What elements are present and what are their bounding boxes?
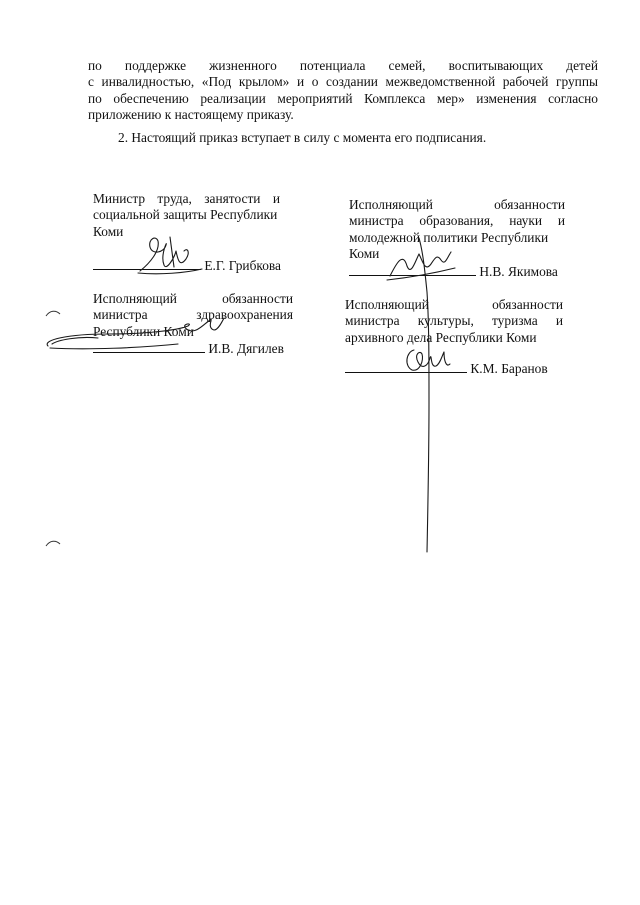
- paragraph-line-4: приложению к настоящему приказу.: [88, 107, 294, 122]
- signatory-health-position: [93, 291, 293, 340]
- signatory-name: Н.В. Якимова: [479, 264, 558, 279]
- signatory-health-sigline: [93, 341, 284, 357]
- signature-rule: [345, 361, 467, 373]
- signatory-culture-sigline: [345, 361, 548, 377]
- signatory-name: Е.Г. Грибкова: [204, 258, 281, 273]
- signature-rule: [93, 258, 201, 270]
- signature-rule: [349, 264, 476, 276]
- signatory-education-sigline: [349, 264, 558, 280]
- margin-mark-icon: [44, 538, 64, 548]
- position-line: Коми: [93, 223, 124, 239]
- paragraph-line-3: по обеспечению реализации мероприятий Комплекса мер» изменения согласно: [88, 91, 598, 106]
- signatory-name: И.В. Дягилев: [208, 341, 284, 356]
- position-line: Республики Коми: [93, 323, 194, 339]
- signature-yakimova-icon: [385, 232, 505, 562]
- position-line: социальной защиты Республики: [93, 207, 278, 223]
- position-line: молодежной политики Республики: [349, 229, 549, 245]
- signatory-labor-sigline: [93, 258, 281, 274]
- signatory-name: К.М. Баранов: [470, 361, 548, 376]
- position-line: Исполняющий обязанности: [345, 297, 563, 312]
- position-line: Исполняющий обязанности: [349, 197, 565, 212]
- position-line: министра культуры, туризма и: [345, 313, 563, 329]
- signatory-culture-position: [345, 297, 563, 346]
- signatory-education-position: [349, 197, 565, 263]
- signatory-labor-position: [93, 191, 280, 240]
- item-2: 2. Настоящий приказ вступает в силу с момента его подписания.: [118, 130, 487, 145]
- position-line: министра образования, науки и: [349, 213, 565, 229]
- margin-mark-icon: [44, 308, 64, 318]
- position-line: архивного дела Республики Коми: [345, 329, 537, 345]
- position-line: Исполняющий обязанности: [93, 291, 293, 306]
- position-line: Министр труда, занятости и: [93, 191, 280, 206]
- position-line: Коми: [349, 246, 380, 262]
- signature-rule: [93, 341, 205, 353]
- paragraph-line-2: с инвалидностью, «Под крылом» и о создании межведомственной рабочей группы: [88, 74, 598, 89]
- paragraph-line-1: по поддержке жизненного потенциала семей, воспитывающих детей: [88, 58, 598, 73]
- position-line: министра здравоохранения: [93, 307, 293, 323]
